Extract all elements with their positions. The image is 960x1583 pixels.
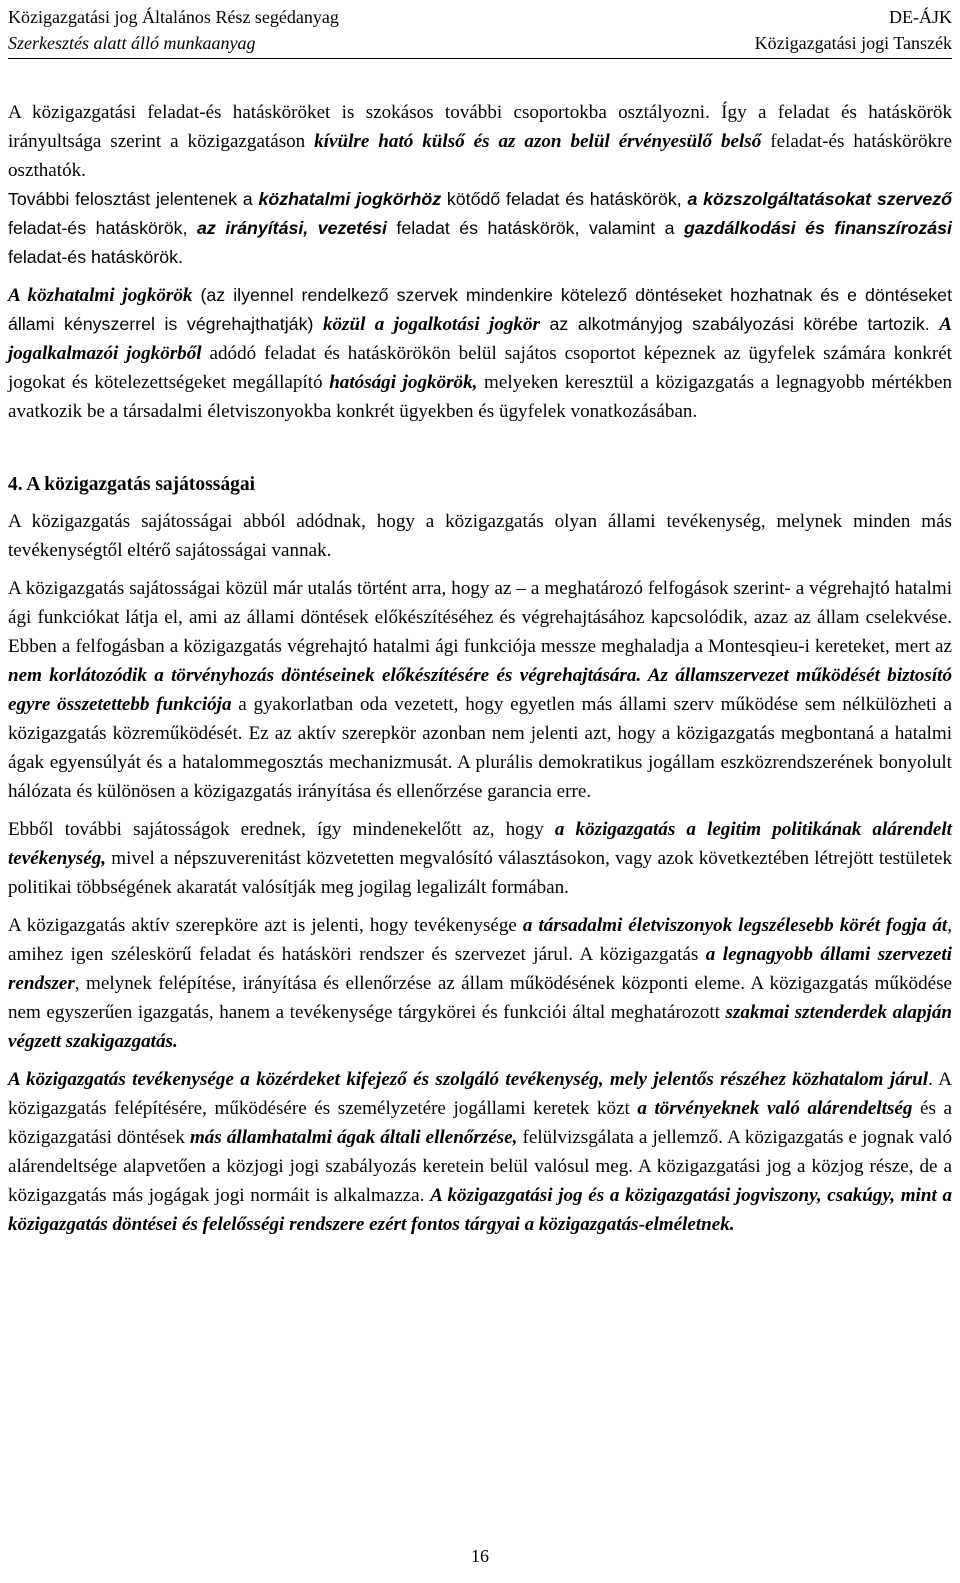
- paragraph-legitimate-politics: Ebből további sajátosságok erednek, így mindenekelőtt az, hogy a közigazgatás a legitim politikának alárendelt tevékenység, mivel a népszuverenitást közvetetten megvalósító választásokon, vagy azok következtében létrejött testületek politikai többségének akaratát valósítják meg jogilag legalizált formában.: [8, 819, 952, 898]
- header-right: [755, 4, 952, 56]
- paragraph-executive-power: A közigazgatás sajátosságai közül már utalás történt arra, hogy az – a meghatározó felfogások szerint- a végrehajtó hatalmi ági funkciókat látja el, ami az állami döntések előkészítéséhez és végrehajtásához kapcsolódik, azaz az állam cselekvése. Ebben a felfogásban a közigazgatás végrehajtó hatalmi ági funkciója messze meghaladja a Montesqieu-i kereteket, mert az nem korlátozódik a törvényhozás döntéseinek előkészítésére és végrehajtására. Az államszervezet működését biztosító egyre összetettebb funkciója a gyakorlatban oda vezetett, hogy egyetlen más állami szerv működése sem nélkülözheti a közigazgatás közreműködését. Ez az aktív szerepkör azonban nem jelenti azt, hogy a közigazgatás megbontaná a hatalmi ágak egyensúlyát és a hatalommegosztás mechanizmusát. A plurális demokratikus jogállam eszközrendszerének bonyolult hálózata és különösen a közigazgatás irányítása és ellenőrzése garancia erre.: [8, 578, 952, 802]
- paragraph-task-classification: A közigazgatási feladat-és hatásköröket is szokásos további csoportokba osztályozni. Így a feladat és hatáskörök irányultsága szerint a közigazgatáson kívülre ható külső és az azon belül érvényesülő belső feladat-és hatáskörökre oszthatók.: [8, 102, 952, 181]
- section-heading: 4. A közigazgatás sajátosságai: [8, 474, 256, 495]
- header-draft-note: Szerkesztés alatt álló munkaanyag: [8, 33, 256, 53]
- page-header: [8, 4, 952, 58]
- page-number: 16: [471, 1546, 489, 1566]
- paragraph-further-division: További felosztást jelentenek a közhatalmi jogkörhöz kötődő feladat és hatáskörök, a közszolgáltatásokat szervező feladat-és hatáskörök, az irányítási, vezetési feladat és hatáskörök, valamint a gazdálkodási és finanszírozási feladat-és hatáskörök.: [8, 189, 953, 267]
- header-faculty: DE-ÁJK: [889, 7, 952, 27]
- header-left: [8, 4, 339, 56]
- header-divider: [8, 58, 952, 59]
- paragraph-public-interest: A közigazgatás tevékenysége a közérdeket kifejező és szolgáló tevékenység, mely jelentős részéhez közhatalom járul. A közigazgatás felépítésére, működésére és személyzetére jogállami keretek közt a törvényeknek való alárendeltség és a közigazgatási döntések más államhatalmi ágak általi ellenőrzése, felülvizsgálata a jellemző. A közigazgatás e jognak való alárendeltsége alapvetően a közjogi jogi szabályozás keretein belül valósul meg. A közigazgatási jog a közjog része, de a közigazgatás más jogágak jogi normáit is alkalmazza. A közigazgatási jog és a közigazgatási jogviszony, csakúgy, mint a közigazgatás döntései és felelősségi rendszere ezért fontos tárgyai a közigazgatás-elméletnek.: [8, 1069, 953, 1235]
- header-course-title: Közigazgatási jog Általános Rész segédanyag: [8, 7, 339, 27]
- paragraph-active-role: A közigazgatás aktív szerepköre azt is jelenti, hogy tevékenysége a társadalmi életviszonyok legszélesebb körét fogja át, amihez igen széleskörű feladat és hatásköri rendszer és szervezet járul. A közigazgatás a legnagyobb állami szervezeti rendszer, melynek felépítése, irányítása és ellenőrzése az állam működésének központi eleme. A közigazgatás működése nem egyszerűen igazgatás, hanem a tevékenysége tárgykörei és funkciói által meghatározott szakmai sztenderdek alapján végzett szakigazgatás.: [8, 915, 953, 1052]
- paragraph-intro: A közigazgatás sajátosságai abból adódnak, hogy a közigazgatás olyan állami tevékenység, melynek minden más tevékenységtől eltérő sajátosságai vannak.: [8, 511, 952, 561]
- document-body: [8, 98, 952, 1248]
- header-department: Közigazgatási jogi Tanszék: [754, 33, 952, 53]
- paragraph-public-authority: A közhatalmi jogkörök (az ilyennel rendelkező szervek mindenkire kötelező döntéseket hozhatnak és e döntéseket állami kényszerrel is végrehajthatják) közül a jogalkotási jogkör az alkotmányjog szabályozási körébe tartozik. A jogalkalmazói jogkörből adódó feladat és hatáskörökön belül sajátos csoportot képeznek az ügyfelek számára konkrét jogokat és kötelezettségeket megállapító hatósági jogkörök, melyeken keresztül a közigazgatás a legnagyobb mértékben avatkozik be a társadalmi életviszonyokba konkrét ügyekben és ügyfelek vonatkozásában.: [8, 285, 953, 422]
